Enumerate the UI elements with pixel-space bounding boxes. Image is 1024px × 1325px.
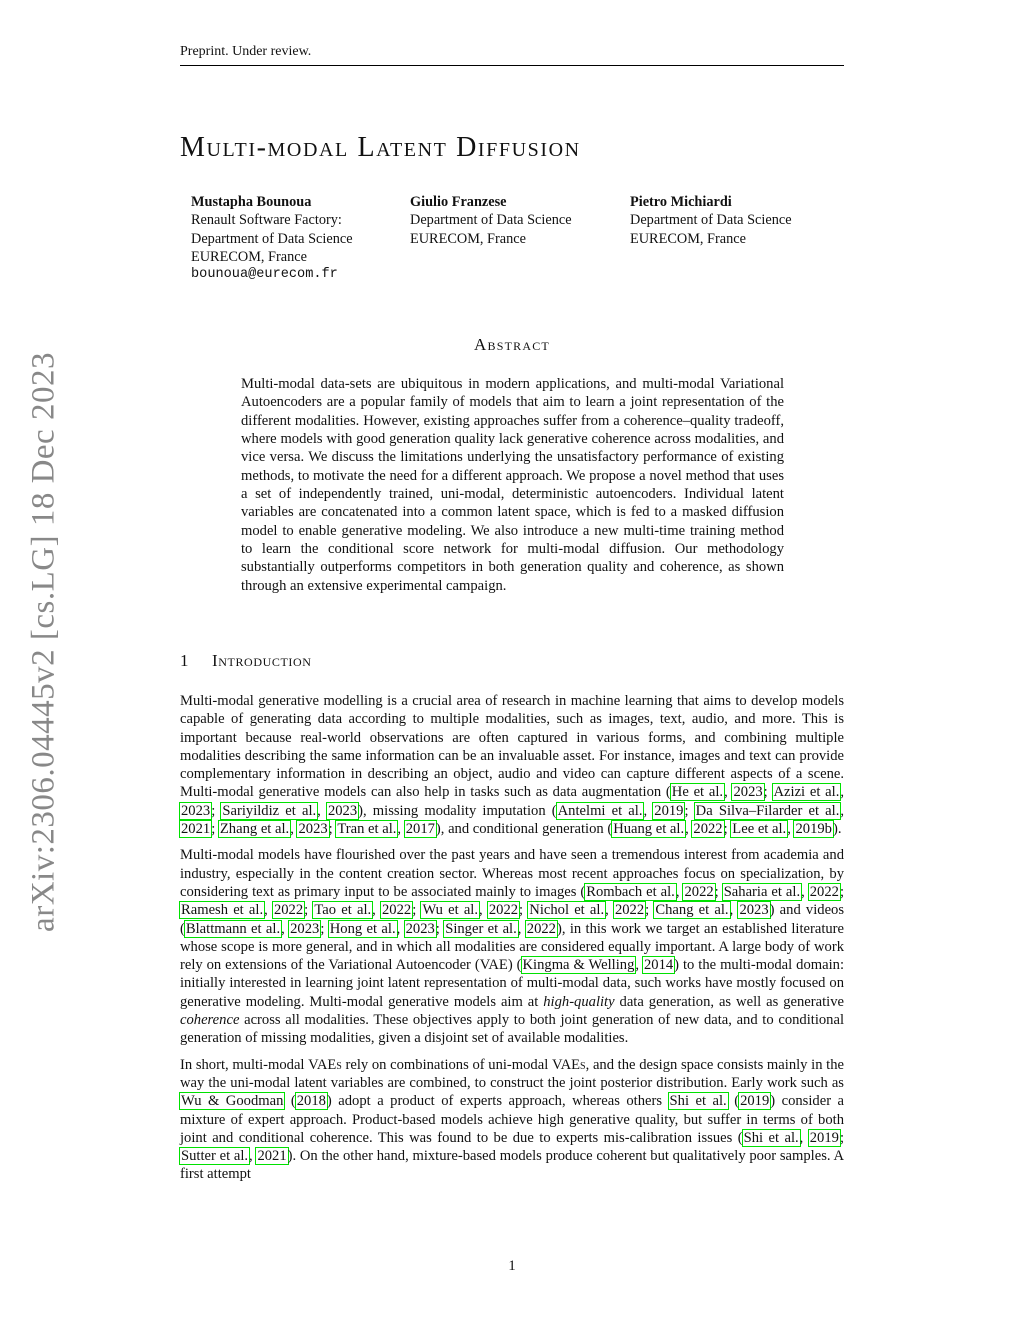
acronym: VAEs bbox=[308, 1056, 342, 1073]
citation-link[interactable]: Lee et al. bbox=[732, 821, 787, 838]
author-2 bbox=[410, 193, 572, 248]
author-name: Giulio Franzese bbox=[410, 194, 507, 210]
citation-year-link[interactable]: 2022 bbox=[382, 902, 412, 919]
citation-link[interactable]: Kingma & Welling bbox=[522, 957, 635, 974]
section-heading bbox=[180, 651, 312, 671]
header-rule bbox=[180, 65, 844, 66]
citation-year-link[interactable]: 2023 bbox=[298, 821, 328, 838]
citation-year-link[interactable]: 2014 bbox=[643, 957, 674, 974]
citation-year-link[interactable]: 2019 bbox=[740, 1093, 770, 1110]
citation-year-link[interactable]: 2023 bbox=[733, 784, 763, 801]
citation-link[interactable]: Da Silva–Filarder et al. bbox=[695, 802, 840, 819]
section-title: Introduction bbox=[212, 651, 312, 670]
citation-link[interactable]: Shi et al. bbox=[743, 1129, 799, 1146]
citation-link[interactable]: Azizi et al. bbox=[773, 784, 840, 801]
author-affiliation: EURECOM, France bbox=[410, 230, 526, 247]
text-run: rely on combinations of uni-modal bbox=[341, 1056, 552, 1073]
citation-link[interactable]: Nichol et al. bbox=[529, 902, 605, 919]
author-name: Pietro Michiardi bbox=[630, 194, 732, 210]
running-header: Preprint. Under review. bbox=[180, 44, 312, 59]
citation-year-link[interactable]: 2021 bbox=[257, 1148, 287, 1165]
introduction-body bbox=[180, 692, 844, 1192]
citation-link[interactable]: Rombach et al. bbox=[586, 883, 675, 900]
paragraph: Multi-modal generative modelling is a crucial area of research in machine learning that aims to develop models capable of generating data according to multiple modalities, such as images, text, audio, and more. This is important because real-world observations are often captured in various forms, and combining multiple modalities describing the same information can be an invaluable asset. For instance, images and text can provide complementary information in describing an object, audio and video can capture different aspects of a scene. Multi-modal generative models can also help in tasks such as data augmentation (He et al., 2023; Azizi et al., 2023; Sariyildiz et al., 2023), missing modality imputation (Antelmi et al., 2019; Da Silva–Filarder et al., 2021; Zhang et al., 2023; Tran et al., 2017), and conditional generation (Huang et al., 2022; Lee et al., 2019b). bbox=[180, 693, 844, 838]
text-run: In short, multi-modal bbox=[180, 1056, 309, 1073]
citation-year-link[interactable]: 2022 bbox=[526, 920, 556, 937]
citation-year-link[interactable]: 2022 bbox=[809, 883, 839, 900]
citation-link[interactable]: He et al. bbox=[671, 784, 724, 801]
author-affiliation: EURECOM, France bbox=[191, 248, 307, 265]
text-run: ), in this work we target an established literature whose scope is more general, and in which all modalities are considered equally important. A large body of work rely on extensions of the Variational Autoencoder ( bbox=[180, 920, 845, 974]
author-affiliation: Department of Data Science bbox=[410, 212, 572, 229]
citation-year-link[interactable]: 2022 bbox=[693, 821, 723, 838]
citation-year-link[interactable]: 2023 bbox=[181, 802, 211, 819]
text-run: data generation, as well as generative bbox=[614, 993, 844, 1010]
emphasis: high-quality bbox=[543, 993, 615, 1010]
citation-year-link[interactable]: 2019b bbox=[795, 821, 832, 838]
paragraph: In short, multi-modal VAEs rely on combinations of uni-modal VAEs, and the design space consists mainly in the way the uni-modal latent variables are combined, to construct the joint posterior distribution. Early work such as Wu & Goodman (2018) adopt a product of experts approach, whereas others Shi et al. (2019) consider a mixture of expert approach. Product-based models achieve high generative quality, but suffer in terms of both joint and conditional coherence. This was found to be due to experts mis-calibration issues (Shi et al., 2019; Sutter et al., 2021). On the other hand, mixture-based models produce coherent but qualitatively poor samples. A first attempt bbox=[180, 1056, 845, 1183]
text-run: ) ( bbox=[507, 957, 522, 974]
acronym: VAE bbox=[479, 957, 508, 974]
author-email[interactable]: bounoua@eurecom.fr bbox=[191, 267, 338, 283]
citation-year-link[interactable]: 2022 bbox=[488, 902, 519, 919]
paper-title: Multi-modal Latent Diffusion bbox=[180, 132, 581, 163]
abstract-text: Multi-modal data-sets are ubiquitous in modern applications, and multi-modal Variational Autoencoders are a popular family of models that aim to learn a joint representation of the different modalities. However, existing approaches suffer from a coherence–quality tradeoff, where models with good generation quality lack generative coherence across modalities, and vice versa. We discuss the limitations underlying the unsatisfactory performance of existing methods, to motivate the need for a different approach. We propose a novel method that uses a set of independently trained, uni-modal, deterministic autoencoders. Individual latent variables are concatenated into a common latent space, which is fed to a masked diffusion model to enable generative modeling. We also introduce a new multi-time training method to learn the conditional score network for multi-modal diffusion. Our methodology substantially outperforms competitors in both generation quality and coherence, as shown through an extensive experimental campaign. bbox=[241, 376, 784, 594]
text-run: Multi-modal generative modelling is a crucial area of research in machine learning that aims to develop models capable of generating data according to multiple modalities, such as images, text, audio, and more. This is important because real-world observations are often captured in various forms, and combining multiple modalities describing the same information can be an invaluable asset. For instance, images and text can provide complementary information in describing an object, audio and video can capture different aspects of a scene. Multi-modal generative models can also help in tasks such as data augmentation ( bbox=[180, 693, 844, 801]
text-run: ). bbox=[832, 821, 842, 838]
text-run: Multi-modal models have flourished over the past years and have seen a tremendous interest from academia and industry, especially in the content creation sector. Whereas most recent approaches focus on specialization, by considering text as primary input to be associated mainly to images ( bbox=[180, 847, 844, 900]
citation-link[interactable]: Sariyildiz et al. bbox=[222, 802, 317, 819]
citation-link[interactable]: Huang et al. bbox=[613, 821, 685, 838]
citation-year-link[interactable]: 2021 bbox=[181, 821, 211, 838]
page-number: 1 bbox=[508, 1258, 516, 1274]
text-run: ) and videos ( bbox=[180, 902, 845, 937]
citation-link[interactable]: Zhang et al. bbox=[219, 821, 290, 838]
citation-link[interactable]: Ramesh et al. bbox=[181, 902, 264, 919]
abstract-heading: Abstract bbox=[474, 335, 550, 354]
author-3 bbox=[630, 193, 792, 248]
author-affiliation: EURECOM, France bbox=[630, 230, 746, 247]
citation-year-link[interactable]: 2023 bbox=[327, 802, 358, 819]
citation-year-link[interactable]: 2023 bbox=[405, 920, 435, 937]
author-affiliation: Department of Data Science bbox=[191, 230, 353, 247]
text-run: , and the design space consists mainly in the way the uni-modal latent variables are combined, to construct the joint posterior distribution. Early work such as bbox=[180, 1056, 844, 1091]
author-affiliation: Department of Data Science bbox=[630, 212, 792, 229]
citation-year-link[interactable]: 2022 bbox=[614, 902, 645, 919]
citation-year-link[interactable]: 2018 bbox=[296, 1093, 326, 1110]
citation-link[interactable]: Tao et al. bbox=[314, 902, 372, 919]
citation-year-link[interactable]: 2023 bbox=[739, 902, 769, 919]
citation-link[interactable]: Antelmi et al. bbox=[557, 802, 643, 819]
citation-year-link[interactable]: 2022 bbox=[684, 883, 714, 900]
citation-link[interactable]: Tran et al. bbox=[337, 821, 397, 838]
author-1 bbox=[191, 193, 353, 284]
text-run: ), and conditional generation ( bbox=[435, 821, 613, 838]
text-run: consider a mixture of expert approach. Product-based models achieve high generative quality, but suffer in terms of both joint and conditional coherence. This was found to be due to experts mis-calibration issues ( bbox=[180, 1093, 845, 1146]
citation-year-link[interactable]: 2022 bbox=[273, 902, 304, 919]
citation-link[interactable]: Blattmann et al. bbox=[185, 920, 281, 937]
citation-year-link[interactable]: 2019 bbox=[809, 1129, 839, 1146]
text-run: ). On the other hand, mixture-based models produce coherent but qualitatively poor samples. A first attempt bbox=[180, 1148, 844, 1183]
text-run: ), missing modality imputation ( bbox=[358, 802, 557, 819]
citation-link[interactable]: Sutter et al. bbox=[181, 1148, 249, 1165]
citation-link[interactable]: Wu et al. bbox=[422, 902, 479, 919]
text-run: adopt a product of experts approach, whereas others bbox=[331, 1093, 669, 1110]
text-run: across all modalities. These objectives apply to both joint generation of new data, and to conditional generation of missing modalities, given a disjoint set of available modalities. bbox=[180, 1012, 844, 1047]
paragraph: Multi-modal models have flourished over the past years and have seen a tremendous interest from academia and industry, especially in the content creation sector. Whereas most recent approaches focus on specialization, by considering text as primary input to be associated mainly to images (Rombach et al., 2022; Saharia et al., 2022; Ramesh et al., 2022; Tao et al., 2022; Wu et al., 2022; Nichol et al., 2022; Chang et al., 2023) and videos (Blattmann et al., 2023; Hong et al., 2023; Singer et al., 2022), in this work we target an established literature whose scope is more general, and in which all modalities are considered equally important. A large body of work rely on extensions of the Variational Autoencoder (VAE) (Kingma & Welling, 2014) to the multi-modal domain: initially interested in learning joint latent representation of multi-modal data, such works have mostly focused on generative modeling. Multi-modal generative models aim at high-quality data generation, as well as generative coherence across all modalities. These objectives apply to both joint generation of new data, and to conditional generation of missing modalities, given a disjoint set of available modalities. bbox=[180, 847, 845, 1047]
text-run: ) to the multi-modal domain: initially interested in learning joint latent representation of multi-modal data, such works have mostly focused on generative modeling. Multi-modal generative models aim at bbox=[180, 957, 844, 1010]
citation-link[interactable]: Shi et al. bbox=[669, 1093, 727, 1110]
citation-link[interactable]: Saharia et al. bbox=[723, 883, 801, 900]
citation-year-link[interactable]: 2017 bbox=[405, 821, 435, 838]
author-name: Mustapha Bounoua bbox=[191, 194, 312, 210]
citation-link[interactable]: Chang et al. bbox=[655, 902, 729, 919]
acronym: VAEs bbox=[551, 1056, 586, 1073]
section-number: 1 bbox=[180, 651, 190, 670]
citation-link[interactable]: Hong et al. bbox=[329, 920, 396, 937]
emphasis: coherence bbox=[180, 1012, 240, 1029]
citation-link[interactable]: Wu & Goodman bbox=[181, 1093, 284, 1110]
author-affiliation: Renault Software Factory: bbox=[191, 212, 342, 229]
arxiv-id: arXiv:2306.04445v2 [cs.LG] 18 Dec 2023 bbox=[25, 352, 62, 932]
citation-link[interactable]: Singer et al. bbox=[445, 920, 517, 937]
citation-year-link[interactable]: 2023 bbox=[290, 920, 320, 937]
citation-year-link[interactable]: 2019 bbox=[654, 802, 684, 819]
